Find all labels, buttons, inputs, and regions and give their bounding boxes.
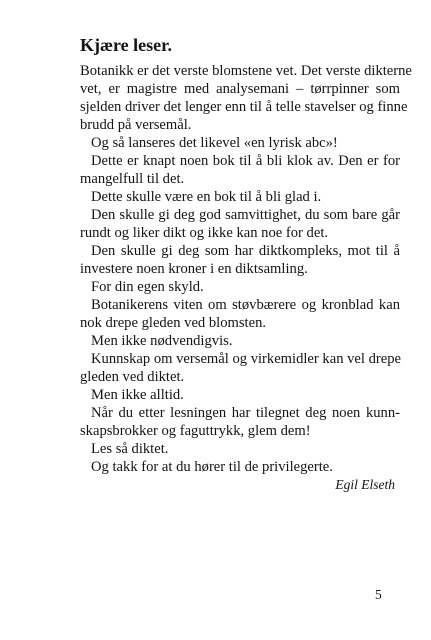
text-line: skapsbrokker og faguttrykk, glem dem! — [80, 423, 311, 439]
text-line: Den skulle gi deg som har diktkompleks, mot til å — [91, 243, 400, 259]
page-number: 5 — [375, 587, 382, 602]
text-line: sjelden driver det lenger enn til å telle stavelser og finne — [80, 99, 408, 115]
text-line: Dette skulle være en bok til å bli glad i. — [91, 189, 322, 205]
text-line: Botanikk er det verste blomstene vet. Det verste dikterne — [80, 63, 412, 79]
text-line: Les så diktet. — [91, 441, 169, 457]
text-line: nok drepe gleden ved blomsten. — [80, 315, 267, 331]
text-line: rundt og liker dikt og ikke kan noe for det. — [80, 225, 329, 241]
text-line: Når du etter lesningen har tilegnet deg noen kunn- — [91, 405, 400, 421]
text-line: Kunnskap om versemål og virkemidler kan vel drepe — [91, 351, 402, 367]
text-line: For din egen skyld. — [91, 279, 204, 295]
text-line: Og så lanseres det likevel «en lyrisk abc»! — [91, 135, 338, 151]
text-line: Og takk for at du hører til de privilegerte. — [91, 459, 333, 475]
text-line: investere noen kroner i en diktsamling. — [80, 261, 308, 277]
text-line: Men ikke alltid. — [91, 387, 184, 403]
text-line: Den skulle gi deg god samvittighet, du som bare går — [91, 207, 400, 223]
text-line: gleden ved diktet. — [80, 369, 185, 385]
text-line: Men ikke nødvendigvis. — [91, 333, 233, 349]
text-line: vet, er magistre med analysemani – tørrpinner som — [80, 81, 400, 97]
author-signature: Egil Elseth — [335, 477, 395, 492]
text-line: brudd på versemål. — [80, 117, 192, 133]
text-line: Dette er knapt noen bok til å bli klok av. Den er for — [91, 153, 400, 169]
text-line: Botanikerens viten om støvbærere og kronblad kan — [91, 297, 400, 313]
foreword-text — [80, 62, 412, 476]
text-line: mangelfull til det. — [80, 171, 185, 187]
page-title: Kjære leser. — [80, 35, 172, 55]
